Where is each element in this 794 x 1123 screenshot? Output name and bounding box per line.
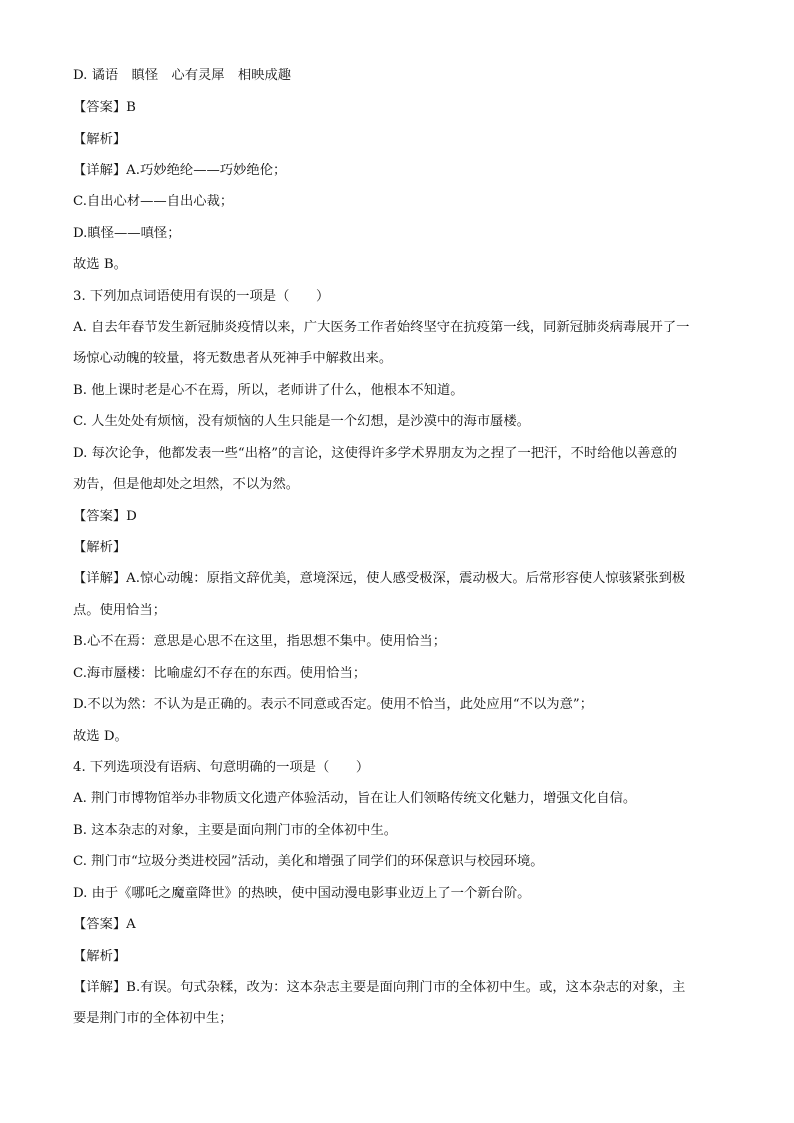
question-4-option-a: A. 荆门市博物馆举办非物质文化遗产体验活动，旨在让人们领略传统文化魅力，增强文化自信。 bbox=[73, 791, 637, 806]
option-d-words: D. 谲语 瞋怪 心有灵犀 相映成趣 bbox=[73, 68, 292, 83]
question-3-option-b: B. 他上课时老是心不在焉，所以，老师讲了什么，他根本不知道。 bbox=[73, 383, 464, 398]
detail-line: 【详解】A.惊心动魄：原指文辞优美，意境深远，使人感受极深，震动极大。后常形容使人惊骇紧张到极 bbox=[73, 571, 686, 586]
detail-line: C.自出心材——自出心裁； bbox=[73, 194, 234, 209]
question-3-option-a: A. 自去年春节发生新冠肺炎疫情以来，广大医务工作者始终坚守在抗疫第一线，同新冠肺炎病毒展开了一 bbox=[73, 320, 690, 335]
detail-line: D.瞋怪——嗔怪； bbox=[73, 226, 181, 241]
question-3-option-c: C. 人生处处有烦恼，没有烦恼的人生只能是一个幻想，是沙漠中的海市蜃楼。 bbox=[73, 414, 530, 429]
question-3-option-a-cont: 场惊心动魄的较量，将无数患者从死神手中解救出来。 bbox=[73, 351, 393, 366]
detail-line: 【详解】A.巧妙绝纶——巧妙绝伦； bbox=[73, 163, 287, 178]
question-3-option-d-cont: 劝告，但是他却处之坦然，不以为然。 bbox=[73, 477, 300, 492]
answer-label: 【答案】D bbox=[73, 509, 137, 524]
conclusion-line: 故选 B。 bbox=[73, 257, 127, 272]
detail-line: 点。使用恰当； bbox=[73, 603, 167, 618]
question-4-option-d: D. 由于《哪吒之魔童降世》的热映，使中国动漫电影事业迈上了一个新台阶。 bbox=[73, 886, 531, 901]
detail-line: 要是荆门市的全体初中生； bbox=[73, 1011, 233, 1026]
analysis-label: 【解析】 bbox=[73, 132, 127, 147]
detail-line: B.心不在焉：意思是心思不在这里，指思想不集中。使用恰当； bbox=[73, 634, 447, 649]
answer-label: 【答案】B bbox=[73, 100, 136, 115]
conclusion-line: 故选 D。 bbox=[73, 729, 128, 744]
question-3-option-d: D. 每次论争，他都发表一些“出格”的言论，这使得许多学术界朋友为之捏了一把汗，不时给他以善意的 bbox=[73, 446, 678, 461]
question-4-option-c: C. 荆门市“垃圾分类进校园”活动，美化和增强了同学们的环保意识与校园环境。 bbox=[73, 854, 544, 869]
analysis-label: 【解析】 bbox=[73, 540, 127, 555]
question-4-option-b: B. 这本杂志的对象，主要是面向荆门市的全体初中生。 bbox=[73, 823, 398, 838]
detail-line: C.海市蜃楼：比喻虚幻不存在的东西。使用恰当； bbox=[73, 666, 367, 681]
answer-label: 【答案】A bbox=[73, 917, 136, 932]
detail-line: D.不以为然：不认为是正确的。表示不同意或否定。使用不恰当，此处应用“不以为意”； bbox=[73, 697, 593, 712]
question-3-title: 3. 下列加点词语使用有误的一项是（ ） bbox=[73, 289, 330, 304]
analysis-label: 【解析】 bbox=[73, 949, 127, 964]
detail-line: 【详解】B.有误。句式杂糅，改为：这本杂志主要是面向荆门市的全体初中生。或，这本杂志的对象，主 bbox=[73, 980, 686, 995]
question-4-title: 4. 下列选项没有语病、句意明确的一项是（ ） bbox=[73, 760, 370, 775]
